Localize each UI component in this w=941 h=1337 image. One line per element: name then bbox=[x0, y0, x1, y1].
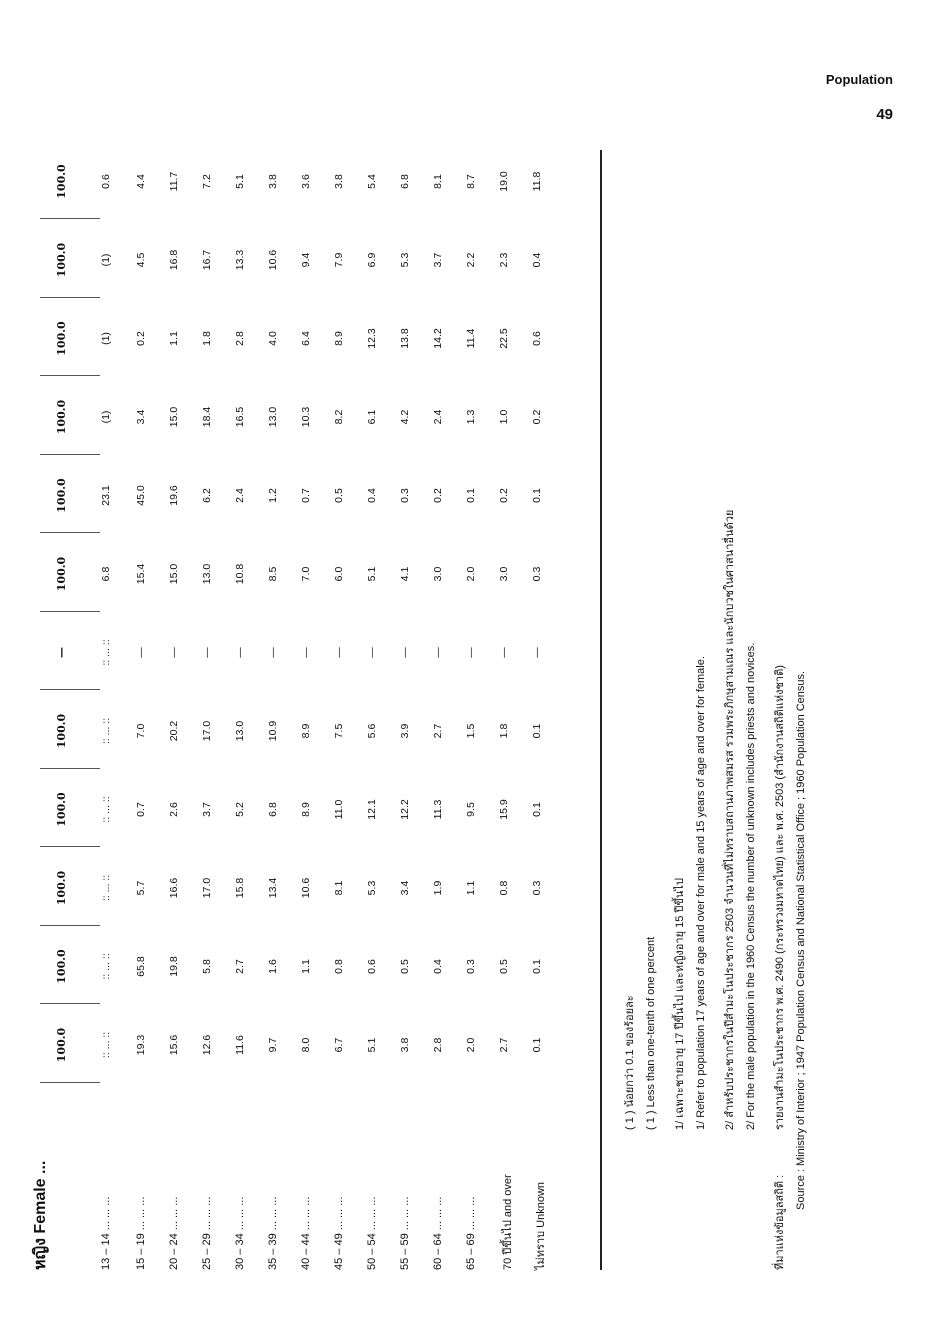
table-cell: 13.0 bbox=[234, 720, 246, 742]
table-cell: 0.5 bbox=[333, 488, 345, 503]
rotated-table-block bbox=[0, 150, 807, 1270]
table-cell: 2.7 bbox=[498, 1037, 510, 1053]
table-cell: 4.4 bbox=[135, 174, 147, 189]
table-cell: 0.6 bbox=[100, 174, 112, 189]
table-cell: — bbox=[432, 647, 444, 658]
table-cell: 22.5 bbox=[498, 328, 510, 349]
table-cell: 4.2 bbox=[399, 409, 411, 425]
table-cell: 13.8 bbox=[399, 328, 411, 349]
table-cell: 0.1 bbox=[531, 488, 543, 503]
table-cell: :: ... :: bbox=[100, 639, 112, 666]
table-cell: 11.7 bbox=[168, 171, 180, 192]
table-cell: 0.6 bbox=[531, 331, 543, 346]
row-label: 13 – 14 ... ... ... bbox=[100, 1196, 112, 1270]
table-cell: 19.6 bbox=[168, 485, 180, 506]
table-cell: 18.4 bbox=[201, 406, 213, 428]
table-cell: 2.3 bbox=[498, 252, 510, 268]
table-cell: 10.8 bbox=[234, 563, 246, 585]
table-cell: 6.4 bbox=[300, 331, 312, 346]
table-cell: — bbox=[399, 647, 411, 658]
row-label: 35 – 39 ... ... ... bbox=[267, 1196, 279, 1270]
table-cell: 5.1 bbox=[234, 174, 246, 189]
table-cell: 0.2 bbox=[135, 331, 147, 346]
table-cell: 16.5 bbox=[234, 406, 246, 428]
table-cell: 0.1 bbox=[531, 1037, 543, 1053]
table-cell: 10.6 bbox=[267, 249, 279, 271]
table-cell: 65.8 bbox=[135, 956, 147, 977]
table-cell: 14.2 bbox=[432, 328, 444, 349]
table-cell: 3.7 bbox=[432, 252, 444, 268]
table-cell: 13.0 bbox=[267, 406, 279, 428]
column-divider bbox=[40, 1004, 100, 1005]
table-cell: 0.1 bbox=[465, 488, 477, 503]
table-cell: 1.8 bbox=[498, 723, 510, 739]
table-cell: 5.3 bbox=[366, 880, 378, 896]
table-cell: 11.3 bbox=[432, 799, 444, 820]
column-header: 100.0 bbox=[55, 478, 68, 513]
table-cell: (1) bbox=[100, 332, 112, 345]
column-divider bbox=[40, 297, 100, 298]
row-label: 30 – 34 ... ... ... bbox=[234, 1196, 246, 1270]
table-cell: 6.8 bbox=[399, 174, 411, 189]
table-cell: 3.4 bbox=[399, 880, 411, 896]
table-cell: 2.8 bbox=[234, 331, 246, 346]
table-cell: 1.6 bbox=[267, 959, 279, 974]
table-cell: 5.2 bbox=[234, 802, 246, 817]
row-label: 55 – 59 ... ... ... bbox=[399, 1196, 411, 1270]
footnote: ( 1 ) น้อยกว่า 0.1 ของร้อยละ bbox=[624, 995, 636, 1130]
table-cell: 3.6 bbox=[300, 174, 312, 189]
table-cell: 15.0 bbox=[168, 563, 180, 585]
table-cell: — bbox=[234, 647, 246, 658]
table-cell: 9.4 bbox=[300, 252, 312, 268]
table-cell: 2.4 bbox=[432, 409, 444, 425]
table-cell: 17.0 bbox=[201, 720, 213, 742]
table-cell: 15.8 bbox=[234, 877, 246, 899]
column-header: 100.0 bbox=[55, 792, 68, 827]
column-header: 100.0 bbox=[55, 321, 68, 356]
table-cell: 8.5 bbox=[267, 566, 279, 582]
table-cell: 8.1 bbox=[333, 880, 345, 896]
table-cell: 0.5 bbox=[498, 959, 510, 974]
table-cell: 7.5 bbox=[333, 723, 345, 739]
page-number: 49 bbox=[876, 106, 893, 123]
table-cell: — bbox=[366, 647, 378, 658]
table-cell: 5.1 bbox=[366, 566, 378, 582]
table-cell: 5.4 bbox=[366, 174, 378, 189]
table-cell: 6.9 bbox=[366, 252, 378, 268]
column-header: 100.0 bbox=[55, 949, 68, 984]
column-divider bbox=[40, 376, 100, 377]
table-cell: — bbox=[267, 647, 279, 658]
table-cell: 5.6 bbox=[366, 723, 378, 739]
table-cell: 19.3 bbox=[135, 1034, 147, 1056]
table-cell: 3.7 bbox=[201, 802, 213, 817]
table-cell: 16.6 bbox=[168, 877, 180, 899]
column-header: — bbox=[55, 647, 68, 658]
table-cell: 6.2 bbox=[201, 488, 213, 503]
table-cell: :: ... :: bbox=[100, 717, 112, 745]
table-cell: 1.1 bbox=[465, 880, 477, 896]
table-cell: 3.8 bbox=[399, 1037, 411, 1053]
table-cell: 0.7 bbox=[135, 802, 147, 817]
column-divider bbox=[40, 611, 100, 612]
table-cell: 10.6 bbox=[300, 877, 312, 899]
table-cell: 12.1 bbox=[366, 799, 378, 820]
table-cell: 19.0 bbox=[498, 171, 510, 192]
row-label: 60 – 64 ... ... ... bbox=[432, 1196, 444, 1270]
column-divider bbox=[40, 533, 100, 534]
table-cell: 6.0 bbox=[333, 566, 345, 582]
row-label: 45 – 49 ... ... ... bbox=[333, 1196, 345, 1270]
table-cell: 8.7 bbox=[465, 174, 477, 189]
table-cell: 6.7 bbox=[333, 1037, 345, 1053]
table-cell: 3.0 bbox=[498, 566, 510, 582]
column-divider bbox=[40, 925, 100, 926]
column-divider bbox=[40, 768, 100, 769]
footnote: 2/ For the male population in the 1960 Census the number of unknown includes priests and novices. bbox=[745, 642, 757, 1130]
row-label: ไม่ทราบ Unknown bbox=[535, 1181, 547, 1270]
footnote: 1/ เฉพาะชายอายุ 17 ปีขึ้นไป และหญิงอายุ 15 ปีขึ้นไป bbox=[674, 878, 686, 1130]
table-cell: 13.0 bbox=[201, 563, 213, 585]
column-header: 100.0 bbox=[55, 1027, 68, 1063]
table-cell: — bbox=[168, 647, 180, 658]
table-cell: 12.2 bbox=[399, 799, 411, 820]
table-cell: 1.1 bbox=[168, 331, 180, 346]
row-label: 40 – 44 ... ... ... bbox=[300, 1196, 312, 1270]
table-cell: 11.0 bbox=[333, 799, 345, 820]
footnote: 1/ Refer to population 17 years of age and over for male and 15 years of age and over for female. bbox=[695, 656, 707, 1130]
table-cell: 0.3 bbox=[399, 488, 411, 503]
table-cell: 2.0 bbox=[465, 566, 477, 582]
table-cell: 0.7 bbox=[300, 488, 312, 503]
column-divider bbox=[40, 847, 100, 848]
table-cell: 1.0 bbox=[498, 409, 510, 425]
table-cell: 2.0 bbox=[465, 1037, 477, 1053]
table-cell: 2.7 bbox=[432, 723, 444, 739]
table-cell: 8.9 bbox=[300, 802, 312, 817]
table-cell: 6.1 bbox=[366, 409, 378, 425]
table-cell: 8.1 bbox=[432, 174, 444, 189]
table-cell: 3.0 bbox=[432, 566, 444, 582]
table-cell: 11.6 bbox=[234, 1035, 246, 1055]
table-cell: 7.2 bbox=[201, 174, 213, 189]
table-cell: 0.5 bbox=[399, 959, 411, 974]
table-cell: 5.8 bbox=[201, 959, 213, 974]
table-cell: 0.2 bbox=[531, 409, 543, 425]
table-cell: 12.6 bbox=[201, 1034, 213, 1056]
table-cell: 3.8 bbox=[267, 174, 279, 189]
table-cell: 45.0 bbox=[135, 485, 147, 506]
row-label: 65 – 69 ... ... ... bbox=[465, 1196, 477, 1270]
table-bottom-rule bbox=[600, 150, 602, 1270]
table-cell: — bbox=[498, 647, 510, 658]
table-cell: 4.5 bbox=[135, 252, 147, 268]
footnote: 2/ สำหรับประชากรในปีสำมะโนประชากร 2503 จำนวนที่ไม่ทราบสถานภาพสมรส รวมพระภิกษุสามเณร และนักบวชในศาสนาอื่นด้วย bbox=[724, 509, 736, 1130]
table-cell: 13.3 bbox=[234, 249, 246, 271]
table-cell: 16.7 bbox=[201, 249, 213, 271]
table-cell: (1) bbox=[100, 410, 112, 424]
table-cell: 11.8 bbox=[531, 171, 543, 192]
table-cell: 9.5 bbox=[465, 802, 477, 817]
table-cell: 8.0 bbox=[300, 1037, 312, 1053]
table-cell: — bbox=[465, 647, 477, 658]
table-cell: 0.2 bbox=[498, 488, 510, 503]
table-cell: 7.0 bbox=[300, 566, 312, 582]
table-cell: 0.1 bbox=[531, 723, 543, 739]
table-cell: 0.2 bbox=[432, 488, 444, 503]
table-cell: :: ... :: bbox=[100, 1031, 112, 1059]
table-cell: 0.4 bbox=[531, 252, 543, 268]
table-cell: 11.4 bbox=[465, 328, 477, 349]
table-cell: 0.6 bbox=[366, 959, 378, 974]
table-cell: — bbox=[333, 647, 345, 658]
column-header: 100.0 bbox=[55, 242, 68, 278]
table-cell: 7.0 bbox=[135, 723, 147, 739]
table-cell: 5.1 bbox=[366, 1037, 378, 1053]
table-cell: 5.7 bbox=[135, 880, 147, 896]
table-cell: 15.9 bbox=[498, 799, 510, 820]
table-cell: 13.4 bbox=[267, 877, 279, 899]
source-thai-label: ที่มาแห่งข้อมูลสถิติ : bbox=[774, 1174, 786, 1270]
row-label: 15 – 19 ... ... ... bbox=[135, 1196, 147, 1270]
table-cell: 0.8 bbox=[498, 880, 510, 896]
table-cell: 2.4 bbox=[234, 488, 246, 503]
table-cell: 0.3 bbox=[531, 880, 543, 896]
table-cell: 0.8 bbox=[333, 959, 345, 974]
column-divider bbox=[40, 219, 100, 220]
table-cell: 2.6 bbox=[168, 802, 180, 817]
section-label: Population bbox=[825, 72, 893, 87]
table-cell: 8.9 bbox=[300, 723, 312, 739]
table-cell: 19.8 bbox=[168, 956, 180, 977]
column-header: 100.0 bbox=[55, 164, 68, 199]
table-cell: 17.0 bbox=[201, 877, 213, 899]
table-cell: 15.6 bbox=[168, 1034, 180, 1056]
table-cell: 0.1 bbox=[531, 802, 543, 817]
table-cell: 20.2 bbox=[168, 720, 180, 742]
table-cell: 10.3 bbox=[300, 406, 312, 428]
column-divider bbox=[40, 454, 100, 455]
table-cell: 23.1 bbox=[100, 485, 112, 506]
table-cell: (1) bbox=[100, 253, 112, 267]
table-cell: :: ... :: bbox=[100, 874, 112, 902]
table-cell: 1.2 bbox=[267, 488, 279, 503]
column-divider bbox=[40, 1082, 100, 1083]
table-cell: 0.3 bbox=[531, 566, 543, 582]
column-header: 100.0 bbox=[55, 870, 68, 906]
table-cell: 15.4 bbox=[135, 563, 147, 585]
column-divider bbox=[40, 690, 100, 691]
table-cell: 8.9 bbox=[333, 331, 345, 346]
table-cell: :: ... :: bbox=[100, 796, 112, 823]
table-cell: 9.7 bbox=[267, 1037, 279, 1053]
table-cell: 0.3 bbox=[465, 959, 477, 974]
source-thai-text: รายงานสำมะโนประชากร พ.ศ. 2490 (กระทรวงมหาดไทย) และ พ.ศ. 2503 (สำนักงานสถิติแห่งชาติ) bbox=[774, 665, 786, 1130]
table-cell: 0.1 bbox=[531, 959, 543, 974]
table-cell: 2.7 bbox=[234, 959, 246, 974]
table-cell: 7.9 bbox=[333, 252, 345, 268]
table-row-title: หญิง Female ... bbox=[32, 1160, 49, 1270]
table-cell: 3.9 bbox=[399, 723, 411, 739]
table-cell: 3.8 bbox=[333, 174, 345, 189]
table-cell: 10.9 bbox=[267, 720, 279, 742]
table-cell: — bbox=[135, 647, 147, 658]
source-english: Source : Ministry of Interior ; 1947 Population Census and National Statistical Office ; 1960 Population Census. bbox=[795, 670, 807, 1210]
table-cell: 1.1 bbox=[300, 959, 312, 974]
table-cell: 1.3 bbox=[465, 409, 477, 425]
table-cell: 6.8 bbox=[100, 566, 112, 582]
table-cell: 0.4 bbox=[366, 488, 378, 503]
footnote: ( 1 ) Less than one-tenth of one percent bbox=[645, 936, 657, 1130]
column-header: 100.0 bbox=[55, 399, 68, 435]
table-cell: 2.8 bbox=[432, 1037, 444, 1053]
table-cell: 8.2 bbox=[333, 409, 345, 425]
table-cell: 16.8 bbox=[168, 249, 180, 271]
table-cell: 4.0 bbox=[267, 331, 279, 346]
table-cell: — bbox=[201, 647, 213, 658]
row-label: 70 ปีขึ้นไป and over bbox=[502, 1174, 514, 1270]
table-cell: 6.8 bbox=[267, 802, 279, 817]
table-cell: 1.8 bbox=[201, 331, 213, 346]
table-cell: — bbox=[300, 647, 312, 658]
row-label: 20 – 24 ... ... ... bbox=[168, 1196, 180, 1270]
table-cell: 1.9 bbox=[432, 880, 444, 896]
table-cell: 12.3 bbox=[366, 328, 378, 349]
table-cell: 15.0 bbox=[168, 406, 180, 428]
row-label: 50 – 54 ... ... ... bbox=[366, 1196, 378, 1270]
table-cell: :: ... :: bbox=[100, 953, 112, 980]
table-cell: 5.3 bbox=[399, 252, 411, 268]
column-header: 100.0 bbox=[55, 556, 68, 592]
table-cell: 1.5 bbox=[465, 723, 477, 739]
table-cell: — bbox=[531, 647, 543, 658]
table-cell: 3.4 bbox=[135, 409, 147, 425]
table-cell: 2.2 bbox=[465, 252, 477, 268]
table-cell: 0.4 bbox=[432, 959, 444, 974]
row-label: 25 – 29 ... ... ... bbox=[201, 1196, 213, 1270]
column-header: 100.0 bbox=[55, 713, 68, 749]
table-cell: 4.1 bbox=[399, 566, 411, 582]
